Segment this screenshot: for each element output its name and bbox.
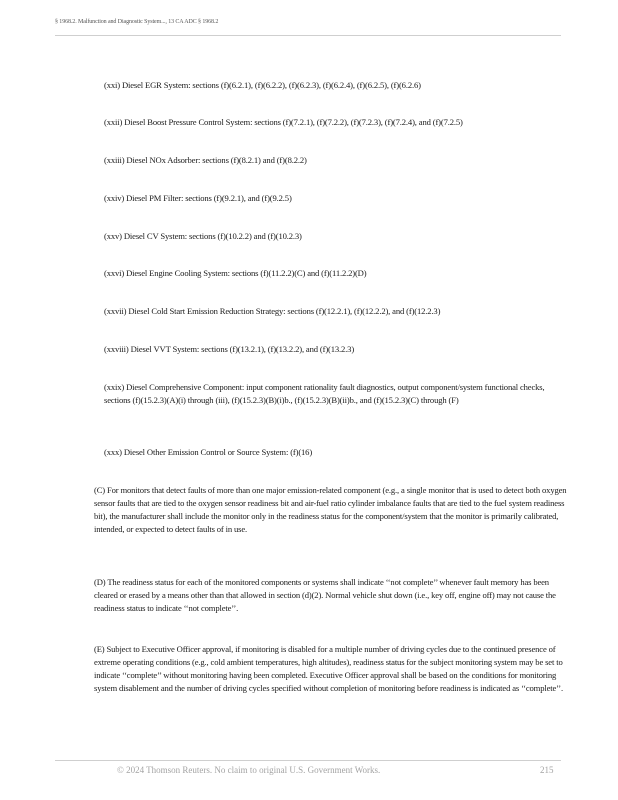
list-item-xxvi: (xxvi) Diesel Engine Cooling System: sections (f)(11.2.2)(C) and (f)(11.2.2)(D) [104, 268, 367, 278]
list-item-xxv: (xxv) Diesel CV System: sections (f)(10.2.2) and (f)(10.2.3) [104, 231, 302, 241]
header-divider [55, 35, 561, 36]
list-item-xxix: (xxix) Diesel Comprehensive Component: input component rationality fault diagnostics, output component/system functional checks, sections (f)(15.2.3)(A)(i) through (iii), (f)(15.2.3)(B)(i)b., (f)(15.2.3)(B)(ii)b., and (f)(15.2.3)(C) through (F) [104, 382, 545, 405]
list-item-xxvii: (xxvii) Diesel Cold Start Emission Reduction Strategy: sections (f)(12.2.1), (f)(12.2.2), and (f)(12.2.3) [104, 306, 441, 316]
list-item-xxx: (xxx) Diesel Other Emission Control or Source System: (f)(16) [104, 447, 313, 457]
footer-copyright: © 2024 Thomson Reuters. No claim to original U.S. Government Works. [117, 765, 381, 775]
list-item-xxviii: (xxviii) Diesel VVT System: sections (f)(13.2.1), (f)(13.2.2), and (f)(13.2.3) [104, 344, 355, 354]
paragraph-d: (D) The readiness status for each of the monitored components or systems shall indicate ‘‘not complete’’ whenever fault memory has been cleared or erased by a means other than that allowed in section (d)(2). Normal vehicle shut down (i.e., key off, engine off) may not cause the readiness status to indicate ‘‘not complete’’. [94, 577, 556, 613]
paragraph-c: (C) For monitors that detect faults of more than one major emission-related component (e.g., a single monitor that is used to detect both oxygen sensor faults that are tied to the oxygen sensor readiness bit and air-fuel ratio cylinder imbalance faults that are tied to the fuel system readiness bit), the manufacturer shall include the monitor only in the readiness status for the component/system that the monitor is primarily calibrated, intended, or expected to detect faults of in use. [94, 485, 567, 534]
list-item-xxiv: (xxiv) Diesel PM Filter: sections (f)(9.2.1), and (f)(9.2.5) [104, 193, 292, 203]
paragraph-e: (E) Subject to Executive Officer approval, if monitoring is disabled for a multiple number of driving cycles due to the continued presence of extreme operating conditions (e.g., cold ambient temperatures, high altitudes), readiness status for the subject monitoring system may be set to indicate ‘‘complete’’ without monitoring having been completed. Executive Officer approval shall be based on the conditions for monitoring system disablement and the number of driving cycles specified without completion of monitoring before readiness is indicated as ‘‘complete’’. [94, 644, 563, 693]
page-number: 215 [540, 765, 554, 775]
list-item-xxii: (xxii) Diesel Boost Pressure Control System: sections (f)(7.2.1), (f)(7.2.2), (f)(7.2.3), (f)(7.2.4), and (f)(7.2.5) [104, 117, 463, 127]
list-item-xxiii: (xxiii) Diesel NOx Adsorber: sections (f)(8.2.1) and (f)(8.2.2) [104, 155, 307, 165]
footer-divider [55, 760, 561, 761]
list-item-xxi: (xxi) Diesel EGR System: sections (f)(6.2.1), (f)(6.2.2), (f)(6.2.3), (f)(6.2.4), (f)(6.2.5), (f)(6.2.6) [104, 80, 421, 90]
running-header: § 1968.2. Malfunction and Diagnostic System..., 13 CA ADC § 1968.2 [55, 19, 219, 25]
